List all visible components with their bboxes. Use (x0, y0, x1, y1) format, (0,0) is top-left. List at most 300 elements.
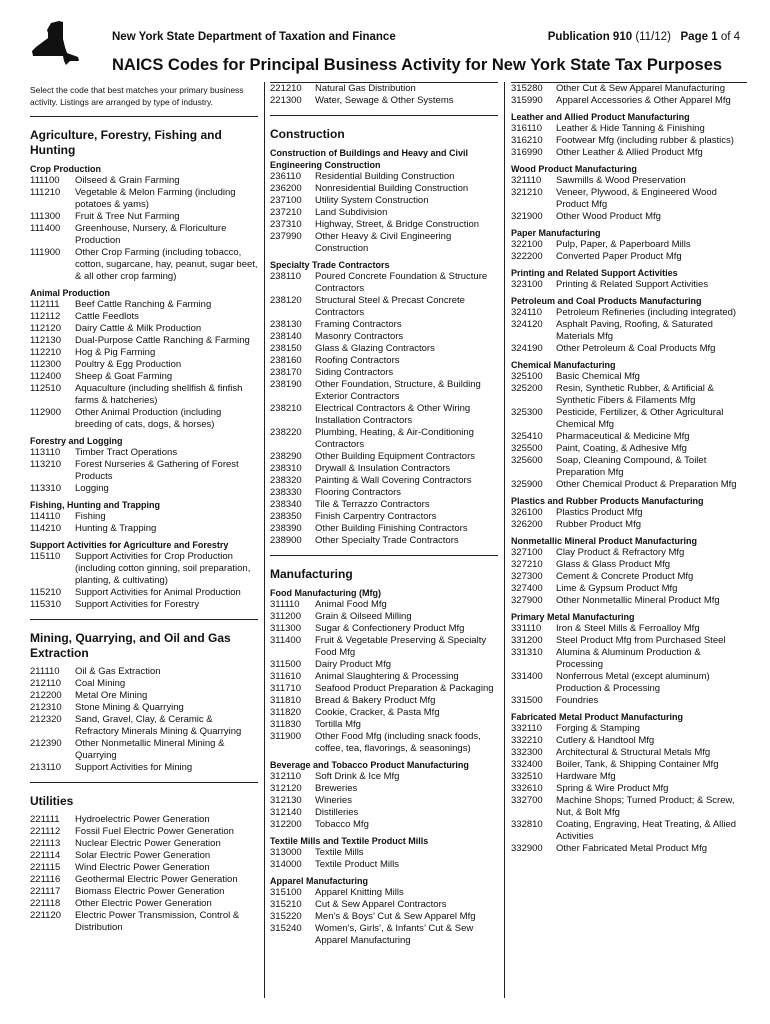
naics-code-row (511, 431, 747, 443)
naics-code-row (270, 271, 498, 295)
naics-description: Distilleries (315, 807, 359, 818)
naics-description: Masonry Contractors (315, 331, 404, 342)
section-continued (270, 82, 498, 107)
naics-description: Men’s & Boys’ Cut & Sew Apparel Mfg (315, 911, 476, 922)
naics-code-row (511, 211, 747, 223)
naics-code-row (30, 762, 258, 774)
page-total: of 4 (720, 31, 740, 43)
naics-code-row (30, 459, 258, 483)
naics-description: Other Nonmetallic Mineral Mining & Quarrying (75, 738, 225, 761)
naics-code-row (30, 874, 258, 886)
naics-code-row (511, 623, 747, 635)
naics-code-row (30, 886, 258, 898)
naics-description: Pulp, Paper, & Paperboard Mills (556, 239, 691, 250)
naics-code: 332700 (511, 795, 543, 806)
naics-description: Coating, Engraving, Heat Treating, & Allied Activities (556, 819, 737, 842)
naics-code: 111100 (30, 175, 60, 186)
naics-description: Women’s, Girls’, & Infants’ Cut & Sew Apparel Manufacturing (315, 923, 474, 946)
naics-code: 312200 (270, 819, 302, 830)
naics-description: Solar Electric Power Generation (75, 850, 211, 861)
naics-code: 237310 (270, 219, 302, 230)
group-title: Animal Production (30, 288, 111, 298)
naics-code: 322100 (511, 239, 543, 250)
naics-description: Vegetable & Melon Farming (including potatoes & yams) (75, 187, 236, 210)
naics-code-row (270, 707, 498, 719)
naics-code: 221111 (30, 814, 60, 825)
naics-code-row (270, 659, 498, 671)
naics-code: 212320 (30, 714, 62, 725)
naics-description: Structural Steel & Precast Concrete Contractors (315, 295, 465, 318)
naics-description: Soft Drink & Ice Mfg (315, 771, 400, 782)
naics-description: Fruit & Tree Nut Farming (75, 211, 180, 222)
naics-code-row (511, 559, 747, 571)
naics-code-row (511, 123, 747, 135)
naics-description: Geothermal Electric Power Generation (75, 874, 238, 885)
naics-description: Siding Contractors (315, 367, 394, 378)
naics-code: 221300 (270, 95, 302, 106)
naics-code-row (30, 371, 258, 383)
naics-description: Petroleum Refineries (including integrated) (556, 307, 737, 318)
naics-description: Painting & Wall Covering Contractors (315, 475, 472, 486)
naics-code-row (270, 611, 498, 623)
naics-code: 113210 (30, 459, 61, 470)
naics-code: 238210 (270, 403, 302, 414)
group-title: Plastics and Rubber Products Manufacturing (511, 496, 704, 506)
naics-code: 332510 (511, 771, 543, 782)
naics-description: Apparel Accessories & Other Apparel Mfg (556, 95, 731, 106)
group-title: Wood Product Manufacturing (511, 164, 637, 174)
naics-description: Asphalt Paving, Roofing, & Saturated Materials Mfg (556, 319, 713, 342)
naics-code-row (30, 587, 258, 599)
naics-description: Sand, Gravel, Clay, & Ceramic & Refractory Minerals Mining & Quarrying (75, 714, 242, 737)
naics-code-row (270, 451, 498, 463)
naics-description: Highway, Street, & Bridge Construction (315, 219, 480, 230)
naics-code: 311110 (270, 599, 300, 610)
naics-code: 325200 (511, 383, 543, 394)
naics-description: Steel Product Mfg from Purchased Steel (556, 635, 726, 646)
naics-code-row (270, 475, 498, 487)
naics-code: 238290 (270, 451, 302, 462)
naics-code: 327900 (511, 595, 543, 606)
naics-code-row (30, 702, 258, 714)
naics-code: 311200 (270, 611, 301, 622)
page-label: Page (680, 31, 708, 43)
naics-description: Other Foundation, Structure, & Building Exterior Contractors (315, 379, 481, 402)
naics-code: 311400 (270, 635, 301, 646)
naics-code: 331110 (511, 623, 542, 634)
column-2 (270, 82, 498, 996)
naics-code-row (30, 383, 258, 407)
naics-code: 327100 (511, 547, 543, 558)
naics-description: Framing Contractors (315, 319, 402, 330)
group-title: Petroleum and Coal Products Manufacturing (511, 296, 702, 306)
section-manufacturing (270, 555, 498, 947)
naics-code: 313000 (270, 847, 302, 858)
naics-code: 322200 (511, 251, 543, 262)
naics-description: Support Activities for Forestry (75, 599, 200, 610)
naics-description: Textile Product Mills (315, 859, 399, 870)
column-divider (264, 82, 265, 998)
section-mining-quarrying-and-oil-and-gas-extraction (30, 619, 258, 774)
naics-description: Bread & Bakery Product Mfg (315, 695, 436, 706)
naics-code: 238330 (270, 487, 302, 498)
naics-description: Coal Mining (75, 678, 126, 689)
naics-description: Grain & Oilseed Milling (315, 611, 412, 622)
naics-description: Fishing (75, 511, 106, 522)
naics-code: 238140 (270, 331, 302, 342)
naics-code: 326200 (511, 519, 543, 530)
naics-code-row (270, 367, 498, 379)
naics-code-row (270, 331, 498, 343)
naics-code-row (30, 690, 258, 702)
naics-code-row (30, 347, 258, 359)
naics-code-row (270, 719, 498, 731)
naics-code-row (270, 899, 498, 911)
naics-description: Nuclear Electric Power Generation (75, 838, 221, 849)
naics-description: Sawmills & Wood Preservation (556, 175, 686, 186)
naics-description: Resin, Synthetic Rubber, & Artificial & Synthetic Fibers & Filaments Mfg (556, 383, 714, 406)
naics-description: Other Crop Farming (including tobacco, cotton, sugarcane, hay, peanut, sugar beet, & all other crop farming) (75, 247, 258, 282)
naics-description: Seafood Product Preparation & Packaging (315, 683, 494, 694)
naics-code-row (270, 319, 498, 331)
naics-description: Soap, Cleaning Compound, & Toilet Preparation Mfg (556, 455, 707, 478)
naics-code-row (270, 599, 498, 611)
naics-code: 111900 (30, 247, 61, 258)
naics-code: 331200 (511, 635, 543, 646)
naics-code: 238170 (270, 367, 302, 378)
naics-code-row (30, 247, 258, 283)
naics-description: Support Activities for Crop Production (including cotton ginning, soil preparation, planting, & cultivating) (75, 551, 251, 586)
naics-description: Hardware Mfg (556, 771, 616, 782)
naics-code-row (270, 635, 498, 659)
naics-code: 113110 (30, 447, 61, 458)
naics-code: 312110 (270, 771, 301, 782)
naics-description: Electrical Contractors & Other Wiring Installation Contractors (315, 403, 471, 426)
naics-description: Textile Mills (315, 847, 364, 858)
naics-code: 221113 (30, 838, 61, 849)
group-title: Beverage and Tobacco Product Manufacturing (270, 760, 469, 770)
naics-description: Nonferrous Metal (except aluminum) Production & Processing (556, 671, 710, 694)
naics-code-row (270, 171, 498, 183)
naics-description: Foundries (556, 695, 599, 706)
naics-code-row (511, 723, 747, 735)
naics-code: 327210 (511, 559, 543, 570)
naics-code-row (270, 623, 498, 635)
naics-description: Sheep & Goat Farming (75, 371, 173, 382)
publication-info (548, 31, 740, 43)
section-title: Mining, Quarrying, and Oil and Gas Extraction (30, 631, 231, 660)
naics-code: 327300 (511, 571, 543, 582)
naics-code: 236200 (270, 183, 302, 194)
naics-code-row (511, 479, 747, 491)
section-title: Utilities (30, 794, 74, 808)
naics-description: Footwear Mfg (including rubber & plastics) (556, 135, 734, 146)
naics-code-row (270, 923, 498, 947)
naics-code-row (30, 814, 258, 826)
naics-description: Water, Sewage & Other Systems (315, 95, 454, 106)
group-title: Construction of Buildings and Heavy and Civil Engineering Construction (270, 148, 469, 170)
naics-code-row (30, 175, 258, 187)
naics-description: Plumbing, Heating, & Air-Conditioning Contractors (315, 427, 474, 450)
naics-description: Land Subdivision (315, 207, 388, 218)
naics-code: 115110 (30, 551, 61, 562)
naics-code: 311500 (270, 659, 301, 670)
naics-code-row (511, 595, 747, 607)
naics-code: 212390 (30, 738, 62, 749)
naics-code-row (270, 219, 498, 231)
naics-description: Utility System Construction (315, 195, 429, 206)
naics-code: 327400 (511, 583, 543, 594)
naics-description: Alumina & Aluminum Production & Processing (556, 647, 701, 670)
naics-code: 238110 (270, 271, 301, 282)
naics-code: 311300 (270, 623, 301, 634)
naics-code: 324110 (511, 307, 542, 318)
naics-description: Breweries (315, 783, 358, 794)
naics-description: Poultry & Egg Production (75, 359, 182, 370)
naics-code: 115310 (30, 599, 61, 610)
publication-number: Publication 910 (547, 31, 633, 43)
naics-code-row (270, 795, 498, 807)
naics-code: 221117 (30, 886, 61, 897)
naics-code: 316210 (511, 135, 543, 146)
naics-description: Dual-Purpose Cattle Ranching & Farming (75, 335, 250, 346)
naics-code: 237100 (270, 195, 302, 206)
naics-description: Hunting & Trapping (75, 523, 157, 534)
naics-code: 237990 (270, 231, 302, 242)
section-title: Agriculture, Forestry, Fishing and Hunting (30, 128, 222, 157)
naics-code-row (511, 95, 747, 107)
naics-code: 221120 (30, 910, 61, 921)
naics-code-row (270, 535, 498, 547)
group-title: Nonmetallic Mineral Product Manufacturing (511, 536, 698, 546)
naics-code: 238340 (270, 499, 302, 510)
naics-description: Pharmaceutical & Medicine Mfg (556, 431, 690, 442)
naics-code: 111210 (30, 187, 61, 198)
naics-description: Other Animal Production (including breeding of cats, dogs, & horses) (75, 407, 222, 430)
section-title: Manufacturing (270, 567, 353, 581)
naics-description: Hog & Pig Farming (75, 347, 156, 358)
section-utilities (30, 782, 258, 934)
naics-code-row (30, 910, 258, 934)
naics-code: 332400 (511, 759, 543, 770)
naics-code: 112111 (30, 299, 60, 310)
naics-description: Other Building Finishing Contractors (315, 523, 468, 534)
naics-code-row (511, 383, 747, 407)
naics-description: Tobacco Mfg (315, 819, 369, 830)
naics-description: Residential Building Construction (315, 171, 455, 182)
naics-code: 237210 (270, 207, 302, 218)
naics-code-row (511, 279, 747, 291)
naics-code-row (270, 379, 498, 403)
naics-code-row (30, 666, 258, 678)
group-title: Crop Production (30, 164, 101, 174)
naics-code-row (270, 911, 498, 923)
naics-code: 332900 (511, 843, 543, 854)
naics-description: Printing & Related Support Activities (556, 279, 709, 290)
naics-description: Forging & Stamping (556, 723, 640, 734)
naics-description: Tortilla Mfg (315, 719, 361, 730)
naics-code: 115210 (30, 587, 61, 598)
naics-description: Support Activities for Animal Production (75, 587, 241, 598)
naics-code-row (270, 183, 498, 195)
naics-code-row (270, 523, 498, 535)
group-title: Primary Metal Manufacturing (511, 612, 635, 622)
naics-code-row (511, 747, 747, 759)
naics-description: Paint, Coating, & Adhesive Mfg (556, 443, 687, 454)
naics-description: Support Activities for Mining (75, 762, 193, 773)
naics-description: Logging (75, 483, 109, 494)
column-1 (30, 82, 258, 996)
naics-code-row (30, 738, 258, 762)
naics-code-row (270, 231, 498, 255)
naics-code-row (30, 838, 258, 850)
naics-description: Dairy Product Mfg (315, 659, 392, 670)
naics-code: 316990 (511, 147, 543, 158)
naics-code: 312140 (270, 807, 302, 818)
naics-description: Cutlery & Handtool Mfg (556, 735, 655, 746)
naics-code: 332110 (511, 723, 542, 734)
naics-description: Tile & Terrazzo Contractors (315, 499, 430, 510)
naics-description: Pesticide, Fertilizer, & Other Agricultural Chemical Mfg (556, 407, 724, 430)
section-continued (511, 82, 747, 855)
naics-code: 114210 (30, 523, 61, 534)
naics-code-row (270, 355, 498, 367)
naics-description: Cookie, Cracker, & Pasta Mfg (315, 707, 440, 718)
naics-code: 238150 (270, 343, 302, 354)
naics-code: 321900 (511, 211, 543, 222)
naics-description: Other Nonmetallic Mineral Product Mfg (556, 595, 720, 606)
department-name: New York State Department of Taxation and Finance (112, 31, 396, 43)
naics-description: Cement & Concrete Product Mfg (556, 571, 694, 582)
group-title: Apparel Manufacturing (270, 876, 369, 886)
section-construction (270, 115, 498, 547)
naics-description: Veneer, Plywood, & Engineered Wood Product Mfg (556, 187, 717, 210)
group-title: Leather and Allied Product Manufacturing (511, 112, 690, 122)
naics-description: Glass & Glazing Contractors (315, 343, 435, 354)
naics-code: 311710 (270, 683, 301, 694)
naics-code: 238130 (270, 319, 302, 330)
naics-code: 112112 (30, 311, 61, 322)
naics-code: 312120 (270, 783, 302, 794)
naics-code: 315990 (511, 95, 543, 106)
naics-description: Other Chemical Product & Preparation Mfg (556, 479, 737, 490)
naics-description: Cattle Feedlots (75, 311, 139, 322)
naics-code-row (30, 335, 258, 347)
naics-description: Animal Food Mfg (315, 599, 387, 610)
naics-code-row (270, 771, 498, 783)
naics-description: Fruit & Vegetable Preserving & Specialty Food Mfg (315, 635, 487, 658)
naics-description: Clay Product & Refractory Mfg (556, 547, 685, 558)
naics-code: 221115 (30, 862, 61, 873)
naics-code: 112300 (30, 359, 61, 370)
naics-code-row (511, 135, 747, 147)
naics-code: 325300 (511, 407, 543, 418)
naics-code-row (511, 443, 747, 455)
naics-code-row (30, 483, 258, 495)
naics-code-row (30, 898, 258, 910)
naics-description: Metal Ore Mining (75, 690, 148, 701)
naics-description: Leather & Hide Tanning & Finishing (556, 123, 705, 134)
naics-code: 324190 (511, 343, 543, 354)
naics-code: 311900 (270, 731, 301, 742)
column-divider (504, 82, 505, 998)
naics-description: Roofing Contractors (315, 355, 400, 366)
naics-code-row (511, 771, 747, 783)
naics-code: 238390 (270, 523, 302, 534)
naics-code: 323100 (511, 279, 543, 290)
naics-code-row (270, 463, 498, 475)
naics-code: 221116 (30, 874, 61, 885)
naics-description: Wind Electric Power Generation (75, 862, 210, 873)
naics-code-row (30, 678, 258, 690)
naics-code-row (511, 783, 747, 795)
naics-code: 311820 (270, 707, 301, 718)
naics-description: Plastics Product Mfg (556, 507, 643, 518)
naics-code-row (511, 843, 747, 855)
naics-code-row (511, 455, 747, 479)
naics-code: 311830 (270, 719, 301, 730)
naics-description: Fossil Fuel Electric Power Generation (75, 826, 234, 837)
naics-code-row (270, 195, 498, 207)
naics-code: 221210 (270, 83, 302, 94)
naics-code: 325600 (511, 455, 543, 466)
naics-code-row (30, 862, 258, 874)
naics-code-row (30, 523, 258, 535)
group-title: Fishing, Hunting and Trapping (30, 500, 160, 510)
naics-code-row (270, 683, 498, 695)
naics-code: 332610 (511, 783, 543, 794)
naics-description: Rubber Product Mfg (556, 519, 642, 530)
group-title: Support Activities for Agriculture and Forestry (30, 540, 229, 550)
naics-code-row (511, 407, 747, 431)
naics-code: 325900 (511, 479, 543, 490)
naics-code-row (30, 187, 258, 211)
naics-description: Basic Chemical Mfg (556, 371, 640, 382)
naics-code: 212310 (30, 702, 62, 713)
naics-description: Oil & Gas Extraction (75, 666, 161, 677)
naics-description: Electric Power Transmission, Control & Distribution (75, 910, 240, 933)
naics-code: 114110 (30, 511, 61, 522)
naics-code: 221114 (30, 850, 61, 861)
naics-code: 111400 (30, 223, 61, 234)
naics-code-row (270, 487, 498, 499)
naics-code: 315210 (270, 899, 302, 910)
naics-code: 332300 (511, 747, 543, 758)
group-title: Printing and Related Support Activities (511, 268, 678, 278)
naics-code-row (270, 859, 498, 871)
naics-code: 315100 (270, 887, 302, 898)
naics-code: 213110 (30, 762, 61, 773)
naics-code-row (511, 519, 747, 531)
naics-code: 111300 (30, 211, 61, 222)
naics-code-row (270, 847, 498, 859)
naics-description: Natural Gas Distribution (315, 83, 416, 94)
naics-code-row (511, 319, 747, 343)
naics-code-row (511, 251, 747, 263)
naics-description: Other Electric Power Generation (75, 898, 212, 909)
naics-description: Other Cut & Sew Apparel Manufacturing (556, 83, 725, 94)
naics-description: Other Wood Product Mfg (556, 211, 661, 222)
naics-code: 332210 (511, 735, 543, 746)
naics-code: 238350 (270, 511, 302, 522)
naics-code-row (511, 547, 747, 559)
naics-code: 325410 (511, 431, 543, 442)
naics-description: Forest Nurseries & Gathering of Forest Products (75, 459, 239, 482)
naics-code-row (30, 826, 258, 838)
naics-description: Dairy Cattle & Milk Production (75, 323, 202, 334)
naics-code-row (511, 239, 747, 251)
naics-code: 112130 (30, 335, 61, 346)
